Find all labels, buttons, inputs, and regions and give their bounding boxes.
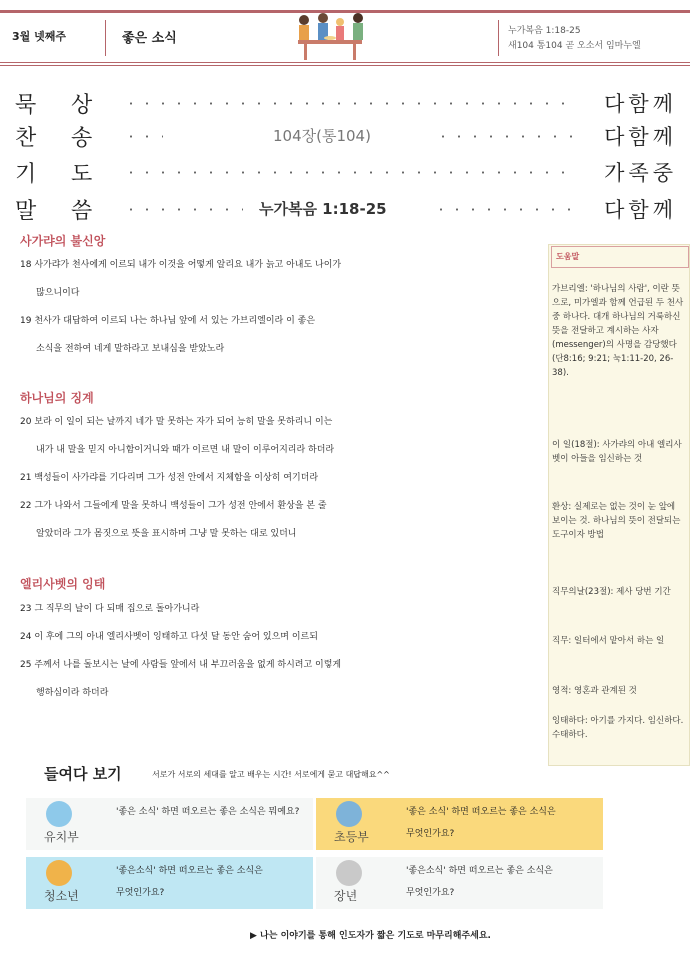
glossary-item: 직무의날(23절): 제사 당번 기간 — [552, 587, 671, 597]
question-text: '좋은 소식' 하면 떠오르는 좋은 소식은 — [406, 807, 556, 817]
glossary-item: 가브리엘: '하나님의 사람', 이란 뜻으로, 미가엘과 함께 언급된 두 천사 중 하나다. 대개 하나님의 거룩하신 뜻을 전달하고 계시하는 사자(messenger)의 사명을 감당했다 (단8:16; 9:21; 눅1:11-20, 26-38). — [552, 284, 684, 378]
verse-line: 20 보라 이 일이 되는 날까지 네가 말 못하는 자가 되어 능히 말을 못하리니 이는 — [20, 417, 333, 427]
verse-line: 내가 내 말을 믿지 아니함이거니와 때가 이르면 내 말이 이루어지리라 하더라 — [36, 445, 335, 455]
section-title: 엘리사벳의 잉태 — [20, 577, 106, 591]
glossary-item: 직무: 일터에서 맡아서 하는 일 — [552, 636, 665, 646]
question-text: '좋은 소식' 하면 떠오르는 좋은 소식은 뭐예요? — [116, 807, 300, 817]
group-label: 청소년 — [44, 889, 79, 903]
glossary-item: 잉태하다: 아기를 가지다. 임신하다. 수태하다. — [552, 716, 684, 740]
order-label-2: 송 — [71, 126, 93, 151]
verse-line: 행하심이라 하더라 — [36, 688, 109, 698]
order-leader: 가족중 — [604, 161, 677, 185]
week-label: 3월 넷째주 — [12, 30, 66, 43]
header-song: 새104 통104 곧 오소서 임마누엘 — [508, 41, 641, 51]
dot-leader — [123, 171, 573, 174]
question-text-cont: 무엇인가요? — [116, 888, 165, 898]
help-tab — [551, 246, 689, 268]
header-reference: 누가복음 1:18-25 — [508, 26, 581, 36]
glossary-item: 영적: 영혼과 관계된 것 — [552, 686, 637, 696]
group-label: 장년 — [334, 889, 358, 903]
order-label-1: 말 — [15, 199, 37, 224]
header-divider-right — [498, 20, 499, 56]
group-label: 초등부 — [334, 830, 369, 844]
order-leader: 다함께 — [604, 198, 677, 222]
order-row-hymn — [15, 121, 677, 151]
header-bottom-line-2 — [0, 65, 690, 66]
header-bottom-line — [0, 62, 690, 63]
child-avatar-icon — [46, 801, 72, 827]
verse-line: 많으니이다 — [36, 288, 80, 298]
section-title: 사가랴의 불신앙 — [20, 234, 106, 248]
verse-line: 21 백성들이 사가랴를 기다리며 그가 성전 안에서 지체함을 이상히 여기더라 — [20, 473, 319, 483]
question-text-cont: 무엇인가요? — [406, 829, 455, 839]
verse-line: 18 사가랴가 천사에게 이르되 내가 이것을 어떻게 알리요 내가 늙고 아내도 나이가 — [20, 260, 342, 270]
question-box-kindergarten — [26, 798, 313, 850]
question-box-youth — [26, 857, 313, 909]
dot-leader — [435, 135, 575, 138]
verse-line: 소식을 전하여 네게 말하라고 보내심을 받았노라 — [36, 344, 225, 354]
question-text: '좋은소식' 하면 떠오르는 좋은 소식은 — [116, 866, 263, 876]
help-tab-label: 도움말 — [556, 252, 580, 261]
group-label: 유치부 — [44, 830, 79, 844]
section-title: 하나님의 징계 — [20, 391, 94, 405]
order-label-2: 상 — [71, 93, 93, 118]
dot-leader — [123, 135, 163, 138]
closing-instruction: ▶ 나는 이야기를 통해 인도자가 짧은 기도로 마무리해주세요. — [250, 931, 491, 941]
dot-leader — [123, 208, 243, 211]
verse-line: 22 그가 나와서 그들에게 말을 못하니 백성들이 그가 성전 안에서 환상을 본 줄 — [20, 501, 327, 511]
question-box-adult — [316, 857, 603, 909]
question-box-elementary — [316, 798, 603, 850]
look-subtitle: 서로가 서로의 세대를 알고 배우는 시간! 서로에게 묻고 대답해요^^ — [152, 770, 390, 779]
order-leader: 다함께 — [604, 125, 677, 149]
elder-avatar-icon — [336, 860, 362, 886]
order-label-2: 도 — [71, 162, 93, 187]
order-leader: 다함께 — [604, 92, 677, 116]
scripture-reference: 누가복음 1:18-25 — [259, 200, 387, 218]
glossary-item: 환상: 실제로는 없는 것이 눈 앞에 보이는 것. 하나님의 뜻이 전달되는 도구이자 방법 — [552, 502, 681, 540]
verse-line: 24 이 후에 그의 아내 엘리사벳이 잉태하고 다섯 달 동안 숨어 있으며 이르되 — [20, 632, 318, 642]
boy-avatar-icon — [336, 801, 362, 827]
question-text-cont: 무엇인가요? — [406, 888, 455, 898]
dot-leader — [433, 208, 573, 211]
order-row-meditation — [15, 88, 677, 118]
look-title: 들여다 보기 — [44, 765, 122, 783]
question-text: '좋은소식' 하면 떠오르는 좋은 소식은 — [406, 866, 553, 876]
header-title: 좋은 소식 — [122, 31, 177, 46]
verse-line: 23 그 직무의 날이 다 되매 집으로 돌아가니라 — [20, 604, 200, 614]
order-row-prayer — [15, 157, 677, 187]
verse-line: 19 천사가 대답하여 이르되 나는 하나님 앞에 서 있는 가브리엘이라 이 좋은 — [20, 316, 316, 326]
teen-avatar-icon — [46, 860, 72, 886]
dot-leader — [123, 102, 573, 105]
header-divider — [105, 20, 106, 56]
order-label-1: 묵 — [15, 93, 37, 118]
verse-line: 25 주께서 나를 돌보시는 날에 사람들 앞에서 내 부끄러움을 없게 하시려고 이렇게 — [20, 660, 342, 670]
verse-line: 알았더라 그가 몸짓으로 뜻을 표시하며 그냥 말 못하는 대로 있더니 — [36, 529, 297, 539]
family-illustration — [290, 12, 370, 60]
glossary-item: 이 일(18절): 사가랴의 아내 엘리사벳이 아들을 임신하는 것 — [552, 440, 682, 464]
hymn-number: 104장(통104) — [273, 127, 371, 145]
order-row-scripture — [15, 194, 677, 224]
order-label-1: 기 — [15, 162, 37, 187]
order-label-1: 찬 — [15, 126, 37, 151]
order-label-2: 씀 — [71, 199, 93, 224]
